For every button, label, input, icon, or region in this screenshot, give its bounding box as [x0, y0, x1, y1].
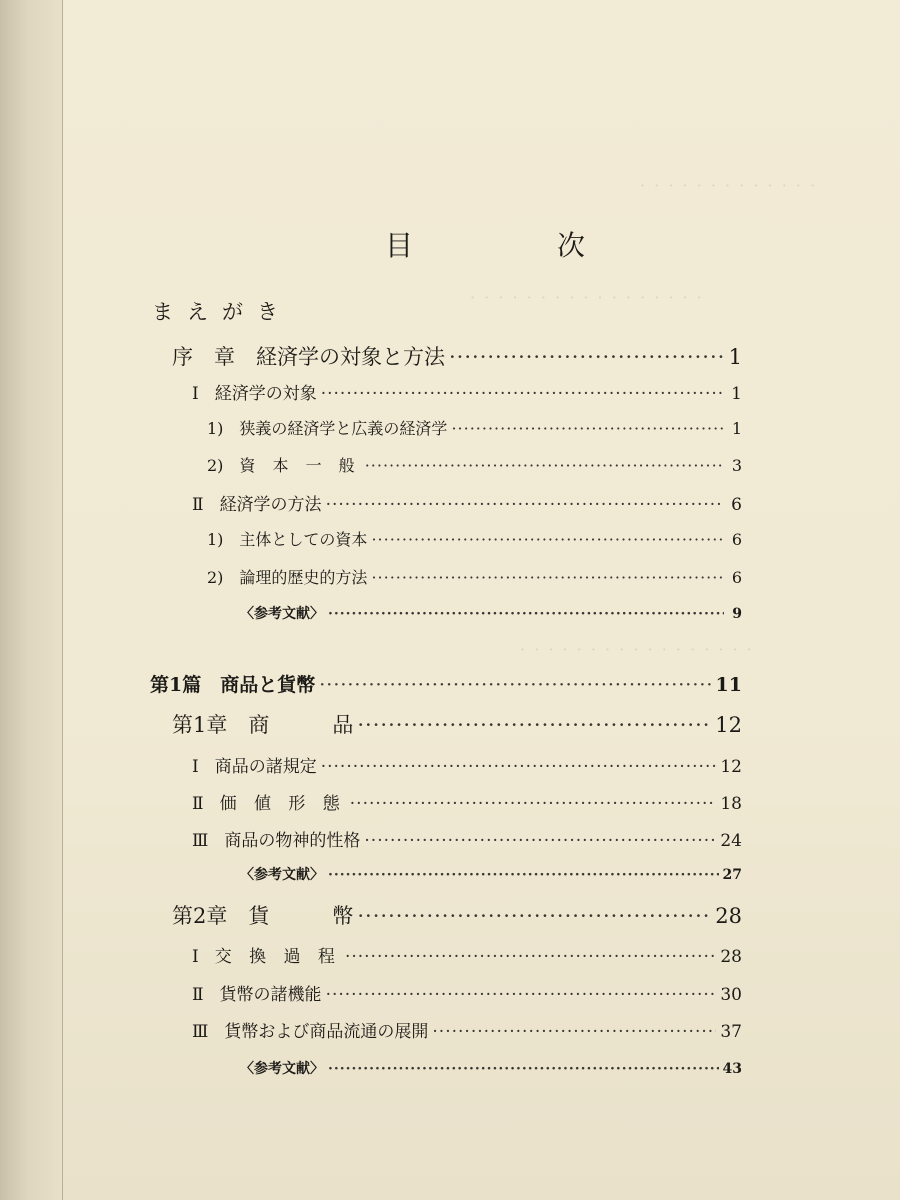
show-through-text: · · · · · · · · · · · · · [640, 176, 818, 195]
toc-label: 〈参考文献〉 [240, 1061, 324, 1077]
toc-label: 商品の物神的性格 [224, 831, 361, 851]
toc-row-references[interactable] [240, 603, 742, 623]
leader-dots [357, 713, 711, 737]
toc-page-number: 12 [715, 713, 742, 737]
toc-page-number: 3 [731, 456, 742, 475]
toc-label: 商品の諸規定 [214, 757, 317, 777]
toc-page-number: 18 [720, 794, 742, 814]
toc-numeral: 2) [207, 568, 224, 587]
toc-numeral: Ⅰ [192, 757, 199, 777]
leader-dots [371, 530, 724, 549]
toc-page-number: 37 [720, 1022, 742, 1042]
toc-row-part[interactable] [150, 670, 742, 697]
toc-page-number: 1 [728, 345, 742, 369]
toc-page-number: 6 [731, 495, 742, 515]
leader-dots [328, 867, 719, 883]
toc-label: 論理的歴史的方法 [239, 568, 368, 587]
toc-numeral: Ⅲ [192, 1022, 209, 1042]
toc-row-chapter[interactable] [172, 341, 742, 371]
toc-row-chapter[interactable] [172, 900, 742, 930]
toc-page-number: 28 [715, 904, 742, 928]
toc-label: 経済学の対象 [214, 384, 317, 404]
toc-label: 貨幣および商品流通の展開 [224, 1022, 429, 1042]
toc-page-number: 43 [722, 1061, 742, 1077]
toc-numeral: Ⅰ [192, 947, 199, 967]
toc-numeral: 1) [207, 530, 224, 549]
toc-numeral: 1) [207, 419, 224, 438]
toc-page-number: 27 [722, 867, 742, 883]
page-title: 目 次 [385, 229, 644, 262]
toc-numeral: Ⅱ [192, 794, 204, 814]
toc-page-number: 28 [720, 947, 742, 967]
toc-label: 貨幣の諸機能 [219, 985, 322, 1005]
leader-dots [321, 757, 717, 777]
preface-heading: まえがき [152, 300, 292, 324]
toc-page-number: 1 [731, 384, 742, 404]
toc-row-section[interactable] [192, 1017, 742, 1042]
toc-label: 狭義の経済学と広義の経済学 [239, 419, 448, 438]
toc-label: 主体としての資本 [239, 530, 368, 549]
toc-label: 資 本 一 般 [239, 456, 361, 475]
facing-page-edge [0, 0, 63, 1200]
toc-numeral: 2) [207, 456, 224, 475]
leader-dots [364, 831, 716, 851]
leader-dots [326, 985, 717, 1005]
toc-label: 第1篇 商品と貨幣 [150, 674, 316, 696]
toc-page-number: 12 [720, 757, 742, 777]
toc-row-chapter[interactable] [172, 709, 742, 739]
leader-dots [350, 794, 717, 814]
toc-label: 価 値 形 態 [219, 794, 346, 814]
toc-page-number: 30 [720, 985, 742, 1005]
toc-page-number: 11 [715, 674, 742, 696]
show-through-text: · · · · · · · · · · · · · · · · · [470, 288, 704, 307]
toc-row-subsection[interactable] [207, 565, 742, 588]
toc-row-section[interactable] [192, 980, 742, 1005]
toc-label: 第2章 貨 幣 [172, 904, 354, 928]
toc-row-references[interactable] [240, 864, 742, 884]
leader-dots [365, 456, 724, 475]
toc-row-section[interactable] [192, 490, 742, 515]
toc-label: 経済学の方法 [219, 495, 322, 515]
leader-dots [345, 947, 716, 967]
toc-page-number: 6 [731, 568, 742, 587]
show-through-text: · · · · · · · · · · · · · · · · · [520, 640, 754, 659]
toc-row-subsection[interactable] [207, 453, 742, 476]
toc-numeral: Ⅱ [192, 495, 204, 515]
leader-dots [321, 384, 724, 404]
toc-label: 序 章 経済学の対象と方法 [172, 345, 445, 369]
toc-row-section[interactable] [192, 942, 742, 967]
toc-numeral: Ⅲ [192, 831, 209, 851]
leader-dots [319, 674, 711, 696]
leader-dots [328, 1061, 719, 1077]
toc-numeral: Ⅱ [192, 985, 204, 1005]
toc-page-number: 1 [731, 419, 742, 438]
toc-label: 第1章 商 品 [172, 713, 354, 737]
leader-dots [432, 1022, 716, 1042]
leader-dots [326, 495, 724, 515]
leader-dots [357, 904, 711, 928]
toc-label: 〈参考文献〉 [240, 867, 324, 883]
toc-label: 〈参考文献〉 [240, 606, 324, 622]
toc-numeral: Ⅰ [192, 384, 199, 404]
toc-row-subsection[interactable] [207, 416, 742, 439]
toc-row-references[interactable] [240, 1058, 742, 1078]
toc-page-number: 24 [720, 831, 742, 851]
leader-dots [371, 568, 724, 587]
toc-row-subsection[interactable] [207, 527, 742, 550]
leader-dots [451, 419, 724, 438]
toc-row-section[interactable] [192, 789, 742, 814]
leader-dots [449, 345, 724, 369]
toc-page-number: 6 [731, 530, 742, 549]
toc-page-number: 9 [732, 606, 742, 622]
leader-dots [328, 606, 724, 622]
toc-row-section[interactable] [192, 752, 742, 777]
toc-label: 交 換 過 程 [214, 947, 341, 967]
toc-row-section[interactable] [192, 379, 742, 404]
toc-row-section[interactable] [192, 826, 742, 851]
